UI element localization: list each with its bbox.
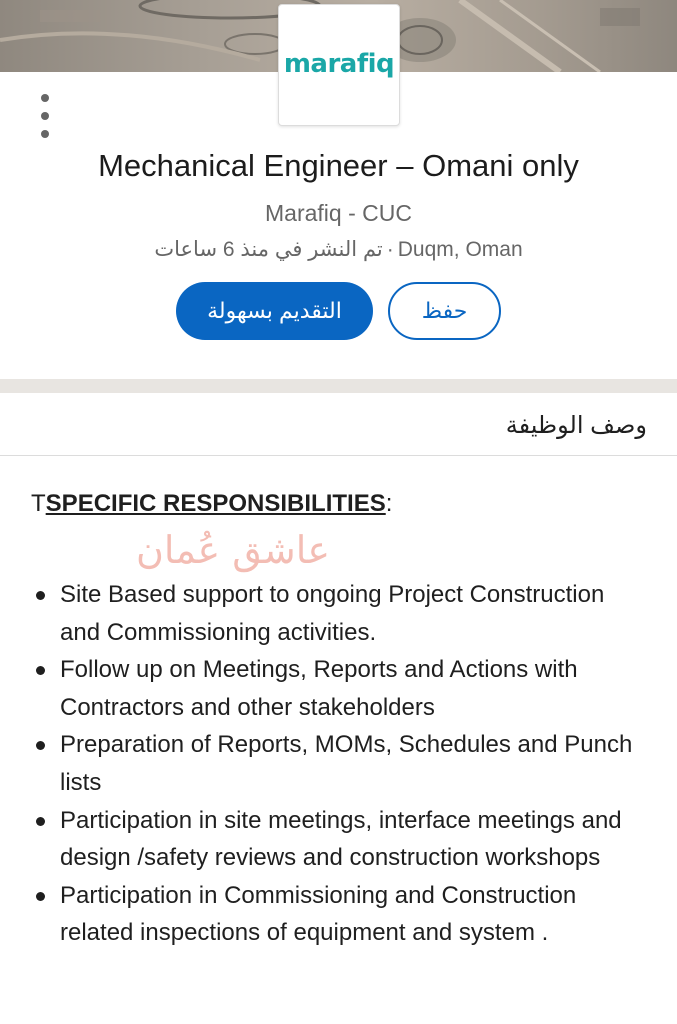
more-options-icon[interactable] [34,94,56,138]
responsibilities-list [0,576,677,952]
heading-suffix: : [385,490,393,517]
easy-apply-button[interactable]: التقديم بسهولة [176,282,373,340]
list-item: Site Based support to ongoing Project Construction and Commissioning activities. [0,576,677,651]
watermark-text: عاشق عُمان [136,528,330,572]
list-item: Preparation of Reports, MOMs, Schedules and Punch lists [0,726,677,801]
list-item: Participation in Commissioning and Construction related inspections of equipment and system . [0,877,677,952]
company-logo[interactable] [278,4,400,126]
meta-separator: · [386,238,394,261]
job-location: Duqm, Oman [397,238,523,261]
section-divider [0,379,677,393]
job-meta [0,237,677,262]
job-description-header [0,393,677,456]
responsibilities-heading [31,490,392,518]
list-item: Follow up on Meetings, Reports and Actions with Contractors and other stakeholders [0,651,677,726]
list-item: Participation in site meetings, interface meetings and design /safety reviews and construction workshops [0,802,677,877]
heading-text: SPECIFIC RESPONSIBILITIES [45,490,386,517]
posted-time: تم النشر في منذ 6 ساعات [154,238,383,261]
company-name[interactable]: Marafiq - CUC [265,200,412,226]
marafiq-logo: marafiq [283,49,395,79]
heading-prefix: T [31,490,46,517]
job-title: Mechanical Engineer – Omani only [98,148,579,183]
job-description-title: وصف الوظيفة [505,412,647,439]
save-button[interactable]: حفظ [388,282,501,340]
